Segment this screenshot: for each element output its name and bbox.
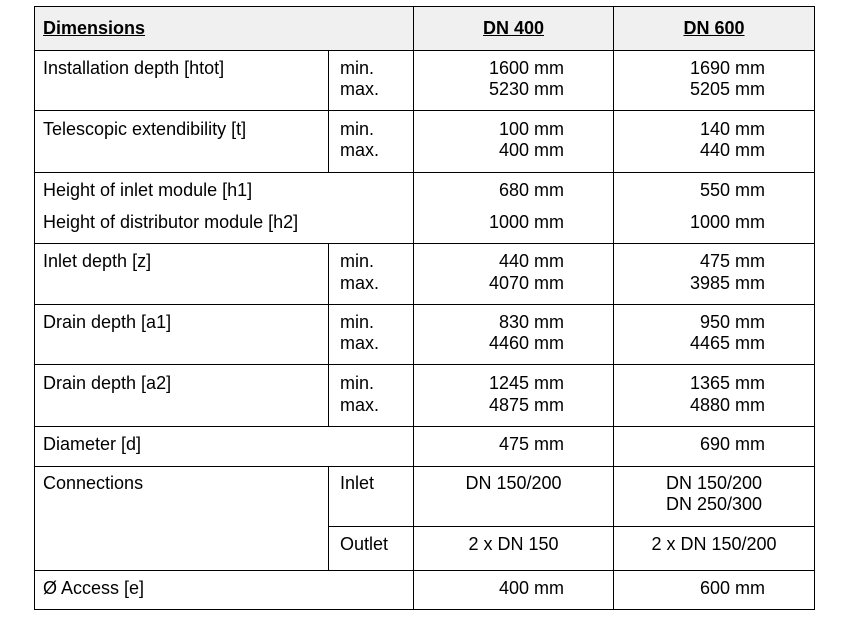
dn600-value: 690 mm [699,434,765,454]
row-label: Installation depth [htot] [43,58,225,78]
dn600-value: 5205 mm [689,79,765,99]
col-border [328,364,329,426]
row-border [34,426,815,427]
dn600-value: 440 mm [699,140,765,160]
row-label-2: Height of distributor module [h2] [43,212,299,232]
header-dn400: DN 400 [482,18,545,38]
dn400-value: 1600 mm [488,58,564,78]
row-border [34,364,815,365]
dn600-value: 475 mm [699,251,765,271]
row-label: Connections [43,473,144,493]
col-border [328,110,329,172]
dn400-value: 830 mm [498,312,564,332]
col-border [328,243,329,304]
row-label: Drain depth [a2] [43,373,172,393]
row-label: Diameter [d] [43,434,142,454]
dn600-value: 4465 mm [689,333,765,353]
dn400-value: 4460 mm [488,333,564,353]
dn400-value: 475 mm [498,434,564,454]
dn400-value: 100 mm [498,119,564,139]
row-border [34,110,815,111]
dn600-value: 2 x DN 150/200 [651,534,777,554]
dn600-value: 1365 mm [689,373,765,393]
row-sub-min: min. [340,119,375,139]
row-sub-min: min. [340,373,375,393]
dn600-value: 1000 mm [689,212,765,232]
dn400-value: 4070 mm [488,273,564,293]
row-sub-inlet: Inlet [340,473,375,493]
dn600-value: DN 150/200 [665,473,763,493]
col-border [328,466,329,570]
header-dn600: DN 600 [683,18,745,38]
dn400-value: 4875 mm [488,395,564,415]
col-border [328,50,329,110]
row-sub-max: max. [340,79,380,99]
row-sub-outlet: Outlet [340,534,389,554]
dn400-value: 400 mm [498,578,564,598]
dn400-value: 400 mm [498,140,564,160]
row-label: Ø Access [e] [43,578,145,598]
dn400-value: 1000 mm [488,212,564,232]
row-sub-max: max. [340,273,380,293]
row-border [34,304,815,305]
row-sub-max: max. [340,333,380,353]
dn400-value: 5230 mm [488,79,564,99]
dn400-value: 2 x DN 150 [468,534,559,554]
row-sub-max: max. [340,395,380,415]
row-border [34,243,815,244]
row-border [34,466,815,467]
dn600-value: 950 mm [699,312,765,332]
row-border [328,526,815,527]
row-border [34,172,815,173]
dn600-value: 550 mm [699,180,765,200]
dn600-value: 140 mm [699,119,765,139]
row-sub-min: min. [340,251,375,271]
row-border [34,609,815,610]
row-label: Telescopic extendibility [t] [43,119,247,139]
dn600-value: 1690 mm [689,58,765,78]
dn400-value: 680 mm [498,180,564,200]
row-border [34,50,815,51]
row-label: Drain depth [a1] [43,312,172,332]
dn600-value: 600 mm [699,578,765,598]
dn400-value: 1245 mm [488,373,564,393]
dn600-value: 3985 mm [689,273,765,293]
row-border [34,6,815,7]
row-sub-min: min. [340,58,375,78]
header-dimensions: Dimensions [43,18,146,38]
col-border [328,304,329,364]
dn400-value: 440 mm [498,251,564,271]
row-sub-max: max. [340,140,380,160]
dn600-value: 4880 mm [689,395,765,415]
col-border [814,6,815,610]
row-label: Inlet depth [z] [43,251,152,271]
row-label: Height of inlet module [h1] [43,180,253,200]
row-border [34,570,815,571]
col-border [34,6,35,610]
row-sub-min: min. [340,312,375,332]
dn600-value: DN 250/300 [665,494,763,514]
dn400-value: DN 150/200 [465,473,562,493]
